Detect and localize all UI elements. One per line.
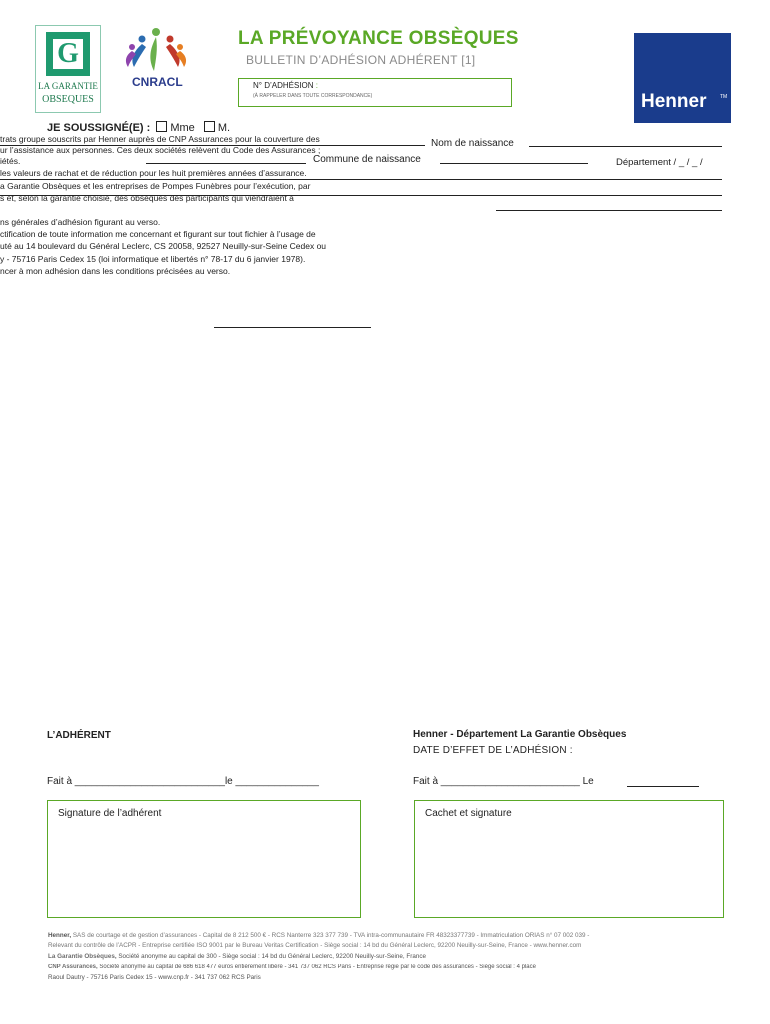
garantie-mark-icon (46, 32, 90, 76)
address-field-line-1[interactable] (0, 179, 722, 180)
footer-line-5: Raoul Dautry - 75716 Paris Cedex 15 - www.cnp.fr - 341 737 062 RCS Paris (48, 974, 261, 981)
henner-logo (634, 33, 731, 123)
nom-naissance-field[interactable] (529, 146, 722, 147)
cnracl-logo (120, 25, 192, 93)
body-line: iétés. (0, 156, 21, 166)
footer-cnp-bold: CNP Assurances, (48, 964, 98, 970)
body-line: ctification de toute information me concernant et figurant sur tout fichier à l’usage de (0, 229, 316, 239)
je-soussigne-row (47, 121, 230, 134)
fait-a-adherent[interactable]: Fait à ___________________________le _______________ (47, 776, 319, 787)
body-line: ncer à mon adhésion dans les conditions précisées au verso. (0, 266, 231, 276)
la-garantie-obseques-logo (35, 25, 101, 113)
people-icon (120, 25, 192, 75)
nom-naissance-label: Nom de naissance (431, 138, 514, 149)
page-title: LA PRÉVOYANCE OBSÈQUES (238, 28, 519, 49)
signature-line[interactable] (214, 327, 371, 328)
commune-naissance-label: Commune de naissance (313, 154, 421, 165)
henner-tm: TM (720, 94, 728, 100)
date-effet-label: DATE D’EFFET DE L’ADHÉSION : (413, 745, 573, 756)
birthdate-field[interactable] (146, 163, 306, 164)
henner-logo-text: Henner (641, 91, 707, 112)
henner-department-title: Henner - Département La Garantie Obsèques (413, 729, 627, 740)
adherent-signature-box[interactable] (47, 800, 361, 918)
cnracl-text: CNRACL (132, 75, 183, 89)
mme-label: Mme (170, 122, 195, 134)
le-date-field[interactable] (627, 786, 699, 787)
cachet-signature-box[interactable] (414, 800, 724, 918)
footer-henner-text: SAS de courtage et de gestion d’assurances - Capital de 8 212 500 € - RCS Nanterre 323 377 739 - TVA intra-communautaire FR 48323377739 - Immatriculation ORIAS n° 07 002 039 - (71, 932, 590, 939)
body-line: ur l’assistance aux personnes. Ces deux sociétés relèvent du Code des Assurances ; (0, 145, 321, 155)
adherent-title: L’ADHÉRENT (47, 730, 111, 741)
footer-line-1 (48, 932, 589, 939)
adhesion-number-box[interactable] (238, 78, 512, 107)
footer-line-4 (48, 964, 536, 970)
address-field-line-3[interactable] (496, 210, 722, 211)
footer-lgo-bold: La Garantie Obsèques, (48, 953, 117, 960)
body-line: ns générales d’adhésion figurant au verso. (0, 217, 161, 227)
fait-a-henner[interactable]: Fait à _________________________ Le (413, 776, 594, 787)
body-line: y - 75716 Paris Cedex 15 (loi informatique et libertés n° 78-17 du 6 janvier 1978). (0, 254, 306, 264)
body-line: uté au 14 boulevard du Général Leclerc, CS 20058, 92527 Neuilly-sur-Seine Cedex ou (0, 241, 327, 251)
mme-checkbox[interactable] (156, 121, 167, 132)
body-line: a Garantie Obsèques et les entreprises de Pompes Funèbres pour l’exécution, par (0, 181, 311, 191)
body-line: trats groupe souscrits par Henner auprès de CNP Assurances pour la couverture des (0, 134, 320, 144)
m-checkbox[interactable] (204, 121, 215, 132)
footer-cnp-text: Société anonyme au capital de 686 618 477 euros entièrement libéré - 341 737 062 RCS Paris - Entreprise régie par le code des assurances - Siège social : 4 place (97, 964, 536, 970)
commune-naissance-field[interactable] (440, 163, 588, 164)
logo-line2: OBSEQUES (42, 94, 94, 105)
body-line: les valeurs de rachat et de réduction pour les huit premières années d’assurance. (0, 168, 307, 178)
m-label: M. (217, 122, 231, 134)
logo-line1: LA GARANTIE (38, 81, 98, 91)
footer-henner-bold: Henner, (48, 932, 72, 939)
adherent-signature-label: Signature de l’adhérent (58, 808, 162, 819)
adhesion-label: N° D’ADHÉSION (253, 81, 314, 90)
logo-letter: G (57, 38, 79, 69)
footer-lgo-text: Société anonyme au capital de 300 - Siège social : 14 bd du Général Leclerc, 92200 Neuilly-sur-Seine, France (116, 953, 427, 960)
departement-label: Département / _ / _ / (616, 157, 703, 168)
body-line: s et, selon la garantie choisie, des obsèques des participants qui viendraient à (0, 193, 294, 203)
je-soussigne-label: JE SOUSSIGNÉ(E) : (47, 122, 151, 134)
adhesion-colon: : (313, 81, 318, 90)
footer-line-2: Relevant du contrôle de l’ACPR - Entreprise certifiée ISO 9001 par le Bureau Veritas Certification - Siège social : 14 bd du Général Leclerc, 92200 Neuilly-sur-Seine, France - www.henner.com (48, 942, 582, 949)
footer-line-3 (48, 953, 426, 960)
adhesion-note: (À RAPPELER DANS TOUTE CORRESPONDANCE) (253, 93, 373, 99)
page-subtitle: BULLETIN D’ADHÉSION ADHÉRENT [1] (246, 53, 476, 67)
cachet-signature-label: Cachet et signature (425, 808, 512, 819)
